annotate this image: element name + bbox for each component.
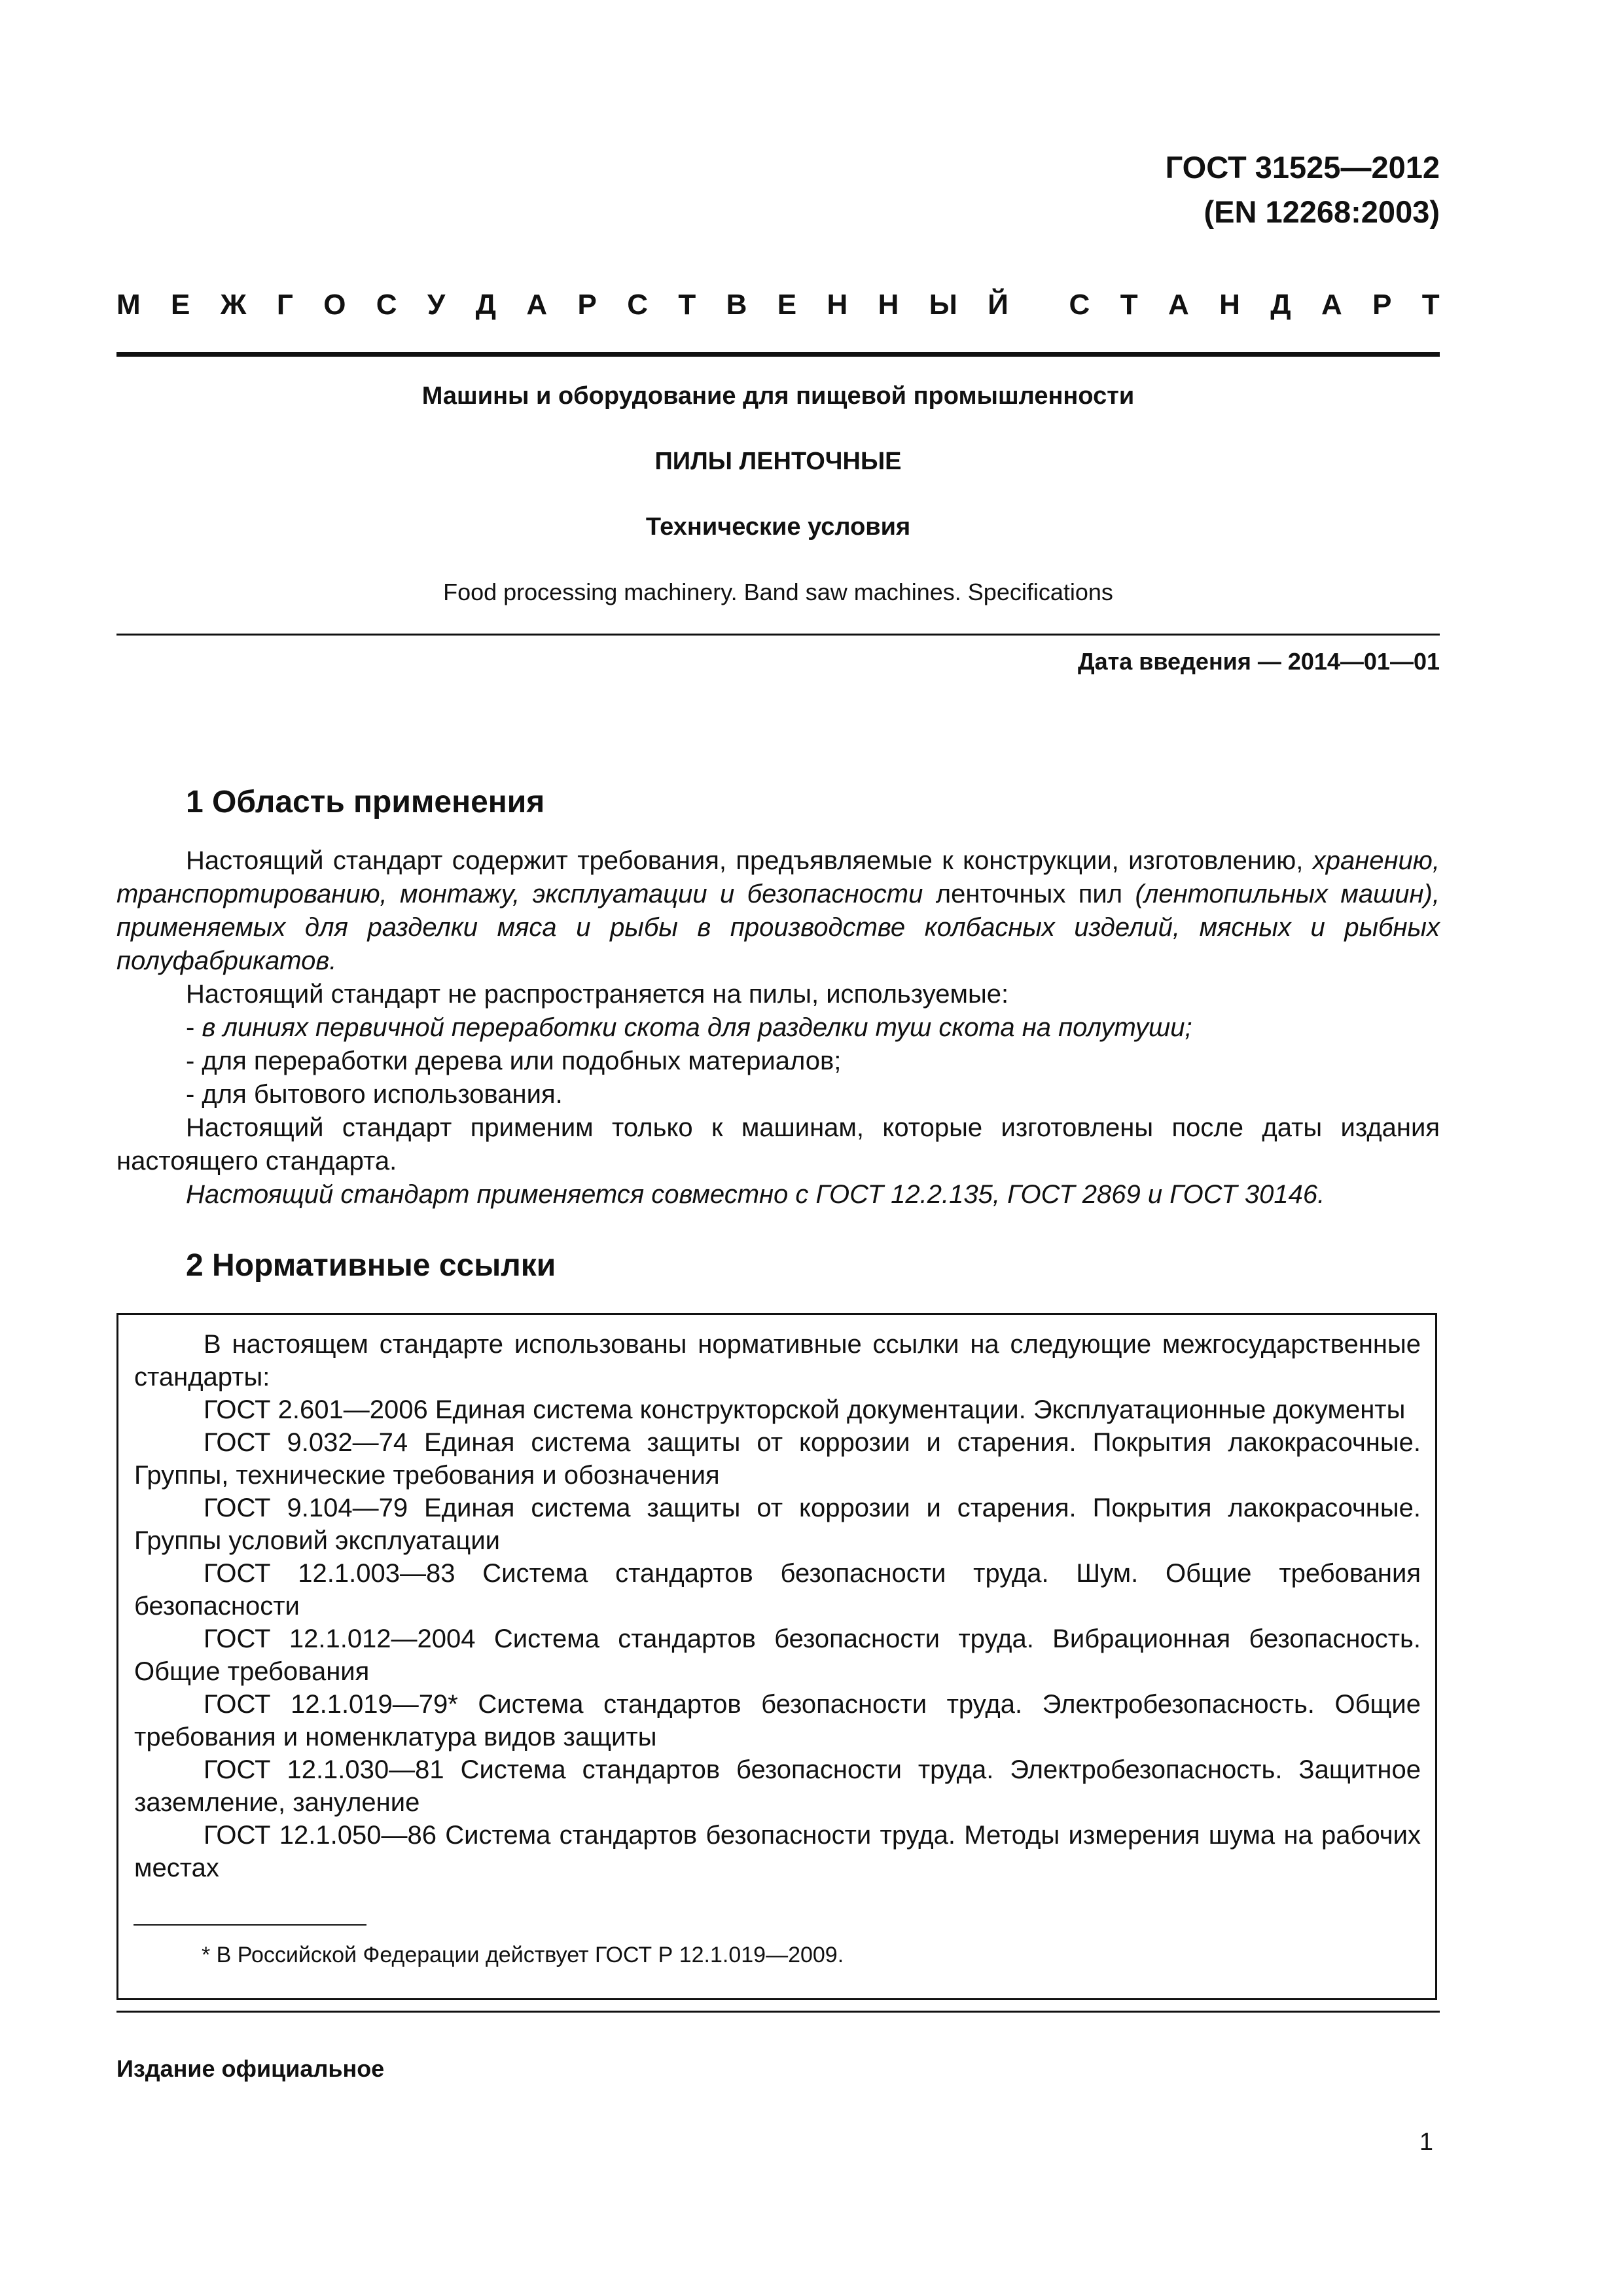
reference-item: ГОСТ 12.1.003—83 Система стандартов безопасности труда. Шум. Общие требования безопасности [134, 1559, 1421, 1621]
exclusion-item-1 [116, 1011, 1440, 1045]
scope-text-b: ленточных пил [923, 880, 1135, 908]
normative-references-box [116, 1313, 1437, 2000]
section-1-body [116, 844, 1440, 1211]
exclusion-item-3: - для бытового использования. [186, 1080, 563, 1109]
exclusions-paragraph: Настоящий стандарт не распространяется на пилы, используемые: [186, 980, 1009, 1009]
footer-divider [116, 2011, 1440, 2013]
banner-letter: Е [171, 289, 190, 321]
document-title: ПИЛЫ ЛЕНТОЧНЫЕ [654, 448, 902, 475]
reference-item: ГОСТ 12.1.030—81 Система стандартов безопасности труда. Электробезопасность. Защитное заземление, зануление [134, 1755, 1421, 1817]
standard-type-banner [116, 285, 1440, 325]
banner-letter: С [1069, 289, 1090, 321]
banner-letter: Р [1372, 289, 1392, 321]
introduction-date: Дата введения — 2014—01—01 [1077, 648, 1440, 675]
banner-letter: С [376, 289, 397, 321]
banner-letter: Н [1219, 289, 1240, 321]
footnote-divider [134, 1924, 366, 1926]
official-edition-label: Издание официальное [116, 2055, 385, 2082]
banner-letter: Т [678, 289, 696, 321]
header-divider [116, 352, 1440, 357]
exclusion-item-1-text: в линиях первичной переработки скота для разделки туш скота на полутуши; [202, 1013, 1192, 1042]
reference-item: ГОСТ 12.1.019—79* Система стандартов безопасности труда. Электробезопасность. Общие требования и номенклатура видов защиты [134, 1690, 1421, 1751]
applicability-paragraph: Настоящий стандарт применим только к машинам, которые изготовлены после даты издания настоящего стандарта. [116, 1113, 1440, 1175]
banner-letter: Т [1120, 289, 1138, 321]
title-divider [116, 634, 1440, 636]
banner-letter: Ы [929, 289, 957, 321]
reference-item: ГОСТ 9.104—79 Единая система защиты от коррозии и старения. Покрытия лакокрасочные. Группы условий эксплуатации [134, 1494, 1421, 1555]
section-1-heading: 1 Область применения [186, 785, 545, 819]
banner-letter: Д [1270, 289, 1291, 321]
banner-letter: Ж [220, 289, 247, 321]
document-subtitle: Технические условия [645, 513, 911, 541]
banner-letter: Д [475, 289, 497, 321]
en-equivalent: (EN 12268:2003) [1204, 194, 1440, 229]
banner-letter: В [726, 289, 747, 321]
banner-letter: С [627, 289, 649, 321]
scope-text-italic-b: (лентопильных машин), применяемых для разделки мяса и рыбы в производстве колбасных изделий, мясных и рыбных полуфабрикатов. [116, 880, 1440, 975]
footnote: * В Российской Федерации действует ГОСТ Р 12.1.019—2009. [202, 1943, 844, 1967]
banner-letter: Е [777, 289, 797, 321]
references-intro: В настоящем стандарте использованы нормативные ссылки на следующие межгосударственные стандарты: [134, 1330, 1421, 1391]
reference-item: ГОСТ 12.1.012—2004 Система стандартов безопасности труда. Вибрационная безопасность. Общие требования [134, 1624, 1421, 1686]
banner-letter: А [526, 289, 548, 321]
banner-letter: О [323, 289, 346, 321]
banner-letter: А [1321, 289, 1342, 321]
exclusion-item-2: - для переработки дерева или подобных материалов; [186, 1047, 842, 1075]
banner-letter: М [116, 289, 141, 321]
gost-number: ГОСТ 31525—2012 [1165, 150, 1440, 185]
page-number: 1 [1419, 2128, 1433, 2156]
banner-letter: Н [878, 289, 899, 321]
dash-marker: - [186, 1013, 202, 1042]
scope-paragraph [116, 844, 1440, 978]
section-2-heading: 2 Нормативные ссылки [186, 1248, 556, 1283]
references-list [134, 1328, 1421, 1884]
scope-text-italic-a: хранению, транспортированию, монтажу, эксплуатации и безопасности [116, 846, 1440, 908]
banner-letter: Т [1421, 289, 1440, 321]
english-title: Food processing machinery. Band saw machines. Specifications [443, 579, 1113, 605]
banner-letter: Р [577, 289, 597, 321]
scope-text-a: Настоящий стандарт содержит требования, предъявляемые к конструкции, изготовлению, [186, 846, 1313, 875]
reference-item: ГОСТ 9.032—74 Единая система защиты от коррозии и старения. Покрытия лакокрасочные. Группы, технические требования и обозначения [134, 1428, 1421, 1490]
banner-letter: Г [276, 289, 293, 321]
banner-letter: А [1168, 289, 1189, 321]
banner-letter: У [427, 289, 446, 321]
banner-letters [116, 285, 1440, 325]
subject-title: Машины и оборудование для пищевой промышленности [421, 382, 1135, 410]
joint-application-paragraph: Настоящий стандарт применяется совместно с ГОСТ 12.2.135, ГОСТ 2869 и ГОСТ 30146. [186, 1180, 1325, 1209]
reference-item: ГОСТ 12.1.050—86 Система стандартов безопасности труда. Методы измерения шума на рабочих местах [134, 1821, 1421, 1882]
reference-item: ГОСТ 2.601—2006 Единая система конструкторской документации. Эксплуатационные документы [204, 1395, 1406, 1424]
banner-letter: Й [988, 289, 1008, 321]
document-code [1166, 145, 1440, 234]
banner-letter: Н [827, 289, 848, 321]
